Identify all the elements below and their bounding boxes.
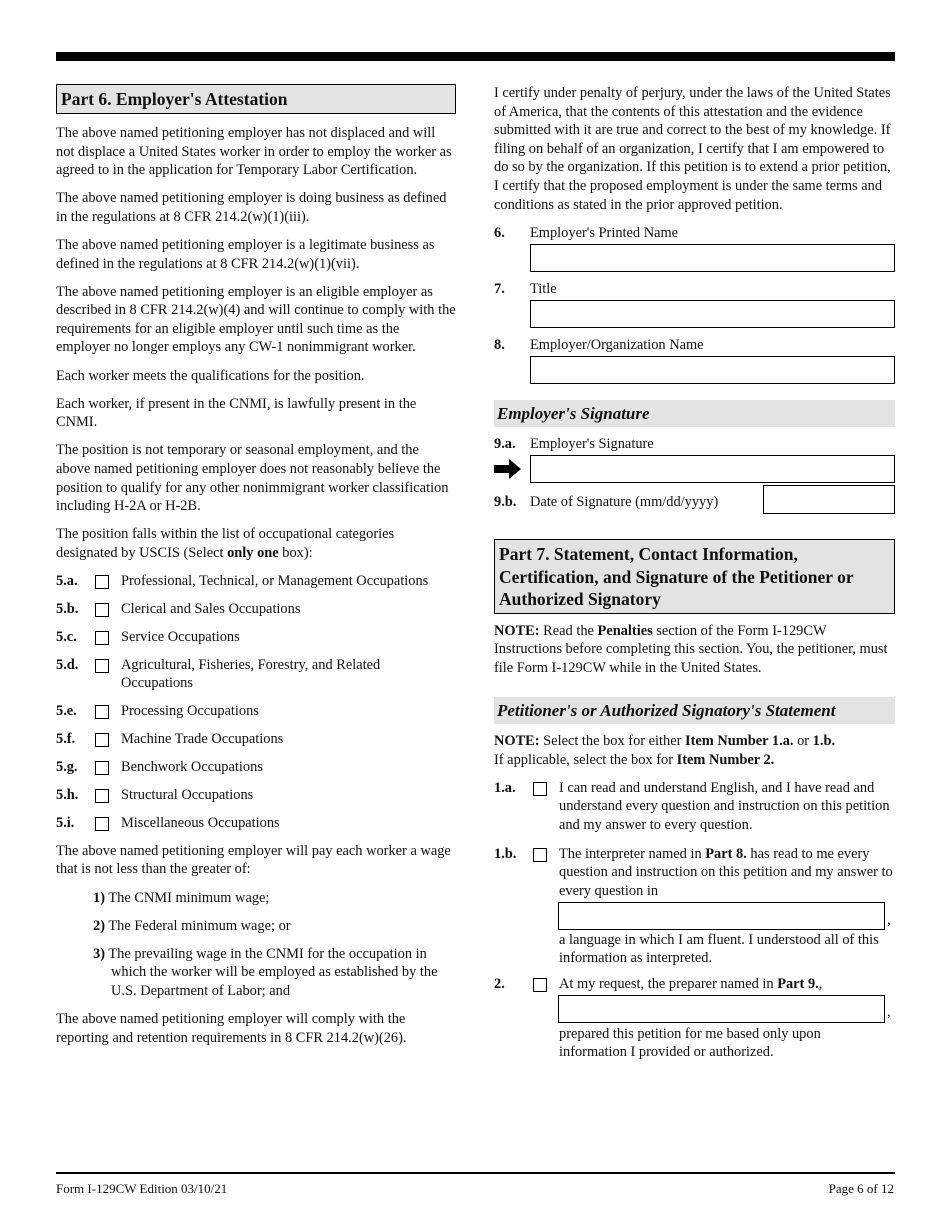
part7-note: NOTE: Read the Penalties section of the Form I-129CW Instructions before completing this section. You, the petitioner, must file Form I-129CW while in the United States. — [494, 622, 888, 676]
occupation-checkbox-5c[interactable] — [95, 631, 109, 645]
wage-item-3: 3) The prevailing wage in the CNMI for the occupation in which the worker will be employed as established by the U.S. Department of Labor; and — [93, 945, 438, 999]
occupation-checkbox-5d[interactable] — [95, 659, 109, 673]
wage-intro: The above named petitioning employer will pay each worker a wage that is not less than the greater of: — [56, 842, 451, 878]
occupation-item: 5.h. Structural Occupations — [56, 786, 254, 803]
english-checkbox-1a[interactable] — [533, 782, 547, 796]
field-organization-name: 8. Employer/Organization Name — [494, 336, 895, 394]
part6-para6: Each worker, if present in the CNMI, is lawfully present in the CNMI. — [56, 395, 417, 431]
right-column — [494, 84, 895, 1065]
occupation-checkbox-5h[interactable] — [95, 789, 109, 803]
part6-para8: The position falls within the list of occupational categories designated by USCIS (Select only one box): — [56, 526, 395, 561]
occupation-item: 5.g. Benchwork Occupations — [56, 758, 263, 775]
footer-form-edition: Form I-129CW Edition 03/10/21 — [56, 1181, 228, 1196]
statement-item-1b: 1.b. The interpreter named in Part 8. has read to me every question and instruction on this petition and my answer to every question in , a language in which I am fluent. I understood all of this information as interpreted. — [494, 845, 893, 967]
preparer-input[interactable] — [558, 995, 885, 1023]
field-title: 7. Title — [494, 280, 895, 336]
organization-name-input[interactable] — [530, 356, 895, 384]
occupation-item: 5.e. Processing Occupations — [56, 702, 259, 719]
occupation-item: 5.a. Professional, Technical, or Management Occupations — [56, 572, 429, 589]
signature-date-input[interactable] — [763, 485, 895, 514]
statement-note: NOTE: Select the box for either Item Number 1.a. or 1.b. If applicable, select the box for Item Number 2. — [494, 732, 836, 768]
occupation-checkbox-5a[interactable] — [95, 575, 109, 589]
part6-para3: The above named petitioning employer is a legitimate business as defined in the regulations at 8 CFR 214.2(w)(1)(vii). — [56, 236, 435, 272]
occupation-item: 5.b. Clerical and Sales Occupations — [56, 600, 301, 617]
title-input[interactable] — [530, 300, 895, 328]
occupation-checkbox-5e[interactable] — [95, 705, 109, 719]
employer-signature-heading: Employer's Signature — [494, 400, 895, 427]
footer-rule — [56, 1172, 895, 1174]
part6-para7: The position is not temporary or seasonal employment, and the above named petitioning employer does not reasonably believe the position to qualify for any other nonimmigrant worker classification including H-2A or H-2B. — [56, 442, 449, 515]
interpreter-checkbox-1b[interactable] — [533, 848, 547, 862]
occupation-checkbox-5i[interactable] — [95, 817, 109, 831]
arrow-right-icon — [494, 459, 522, 479]
occupation-item: 5.f. Machine Trade Occupations — [56, 730, 284, 747]
employer-signature-input[interactable] — [530, 455, 895, 483]
footer-page-number: Page 6 of 12 — [828, 1181, 894, 1196]
top-rule — [56, 52, 895, 61]
occupation-list — [56, 572, 456, 842]
occupation-checkbox-5g[interactable] — [95, 761, 109, 775]
part6-title: Part 6. Employer's Attestation — [56, 84, 456, 114]
field-printed-name: 6. Employer's Printed Name — [494, 224, 895, 280]
occupation-checkbox-5f[interactable] — [95, 733, 109, 747]
occupation-item: 5.c. Service Occupations — [56, 628, 240, 645]
left-column — [56, 84, 456, 1057]
part6-closing: The above named petitioning employer will comply with the reporting and retention requirements in 8 CFR 214.2(w)(26). — [56, 1011, 407, 1046]
statement-heading: Petitioner's or Authorized Signatory's Statement — [494, 697, 895, 724]
statement-item-1a: 1.a. I can read and understand English, and I have read and understand every question and instruction on this petition and my answer to every question. — [494, 779, 890, 833]
occupation-item: 5.i. Miscellaneous Occupations — [56, 814, 280, 831]
part6-para5: Each worker meets the qualifications for the position. — [56, 367, 365, 384]
preparer-checkbox-2[interactable] — [533, 978, 547, 992]
statement-item-2: 2. At my request, the preparer named in Part 9., , prepared this petition for me based only upon information I provided or authorized. — [494, 975, 891, 1061]
part7-title: Part 7. Statement, Contact Information, Certification, and Signature of the Petitioner or Authorized Signatory — [494, 539, 895, 614]
occupation-item: 5.d. Agricultural, Fisheries, Forestry, and Related Occupations — [56, 656, 381, 692]
wage-item-2: 2) The Federal minimum wage; or — [93, 917, 291, 934]
part6-para1: The above named petitioning employer has not displaced and will not displace a United States worker in order to employ the worker as agreed to in the application for Temporary Labor Certification. — [56, 125, 452, 179]
language-input[interactable] — [558, 902, 885, 930]
field-employer-signature: 9.a. Employer's Signature — [494, 435, 895, 485]
wage-item-1: 1) The CNMI minimum wage; — [93, 889, 270, 906]
part6-para2: The above named petitioning employer is doing business as defined in the regulations at 8 CFR 214.2(w)(1)(iii). — [56, 190, 447, 225]
printed-name-input[interactable] — [530, 244, 895, 272]
certification-text: I certify under penalty of perjury, under the laws of the United States of America, that the contents of this attestation and the evidence submitted with it are true and correct to the best of my knowledge. If filing on behalf of an organization, I certify that I am empowered to do so by the organization. If this petition is to extend a prior petition, I certify that the proposed employment is under the same terms and conditions as stated in the prior approved petition. — [494, 85, 891, 213]
part6-para4: The above named petitioning employer is an eligible employer as described in 8 CFR 214.2(w)(4) and will continue to comply with the requirements for an eligible employer until such time as the employer no longer employs any CW-1 nonimmigrant worker. — [56, 283, 456, 356]
field-signature-date: 9.b. Date of Signature (mm/dd/yyyy) — [494, 485, 895, 527]
occupation-checkbox-5b[interactable] — [95, 603, 109, 617]
